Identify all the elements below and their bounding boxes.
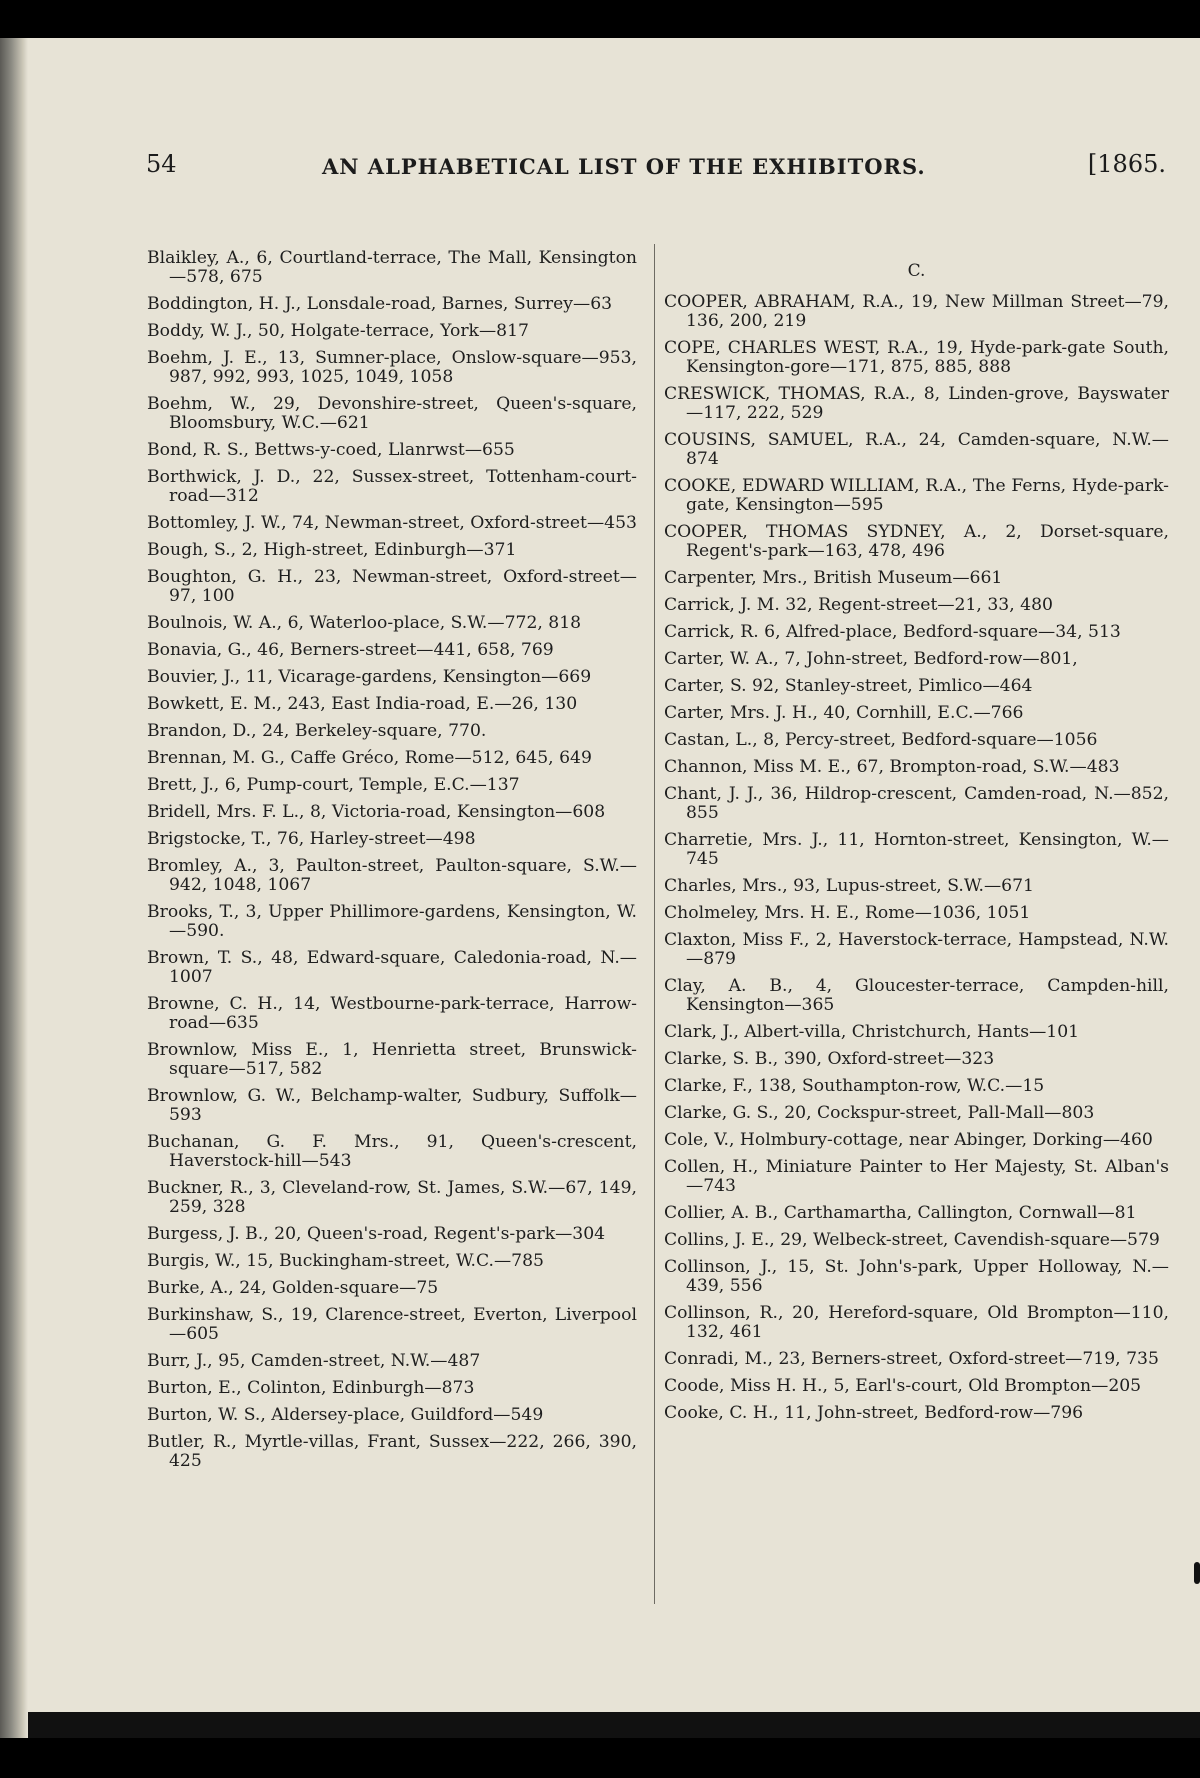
exhibitor-entry: Brownlow, Miss E., 1, Henrietta street, Brunswick-square—517, 582 [147, 1040, 637, 1079]
exhibitor-entry: Collinson, R., 20, Hereford-square, Old Brompton—110, 132, 461 [664, 1303, 1169, 1342]
exhibitor-entry: Brennan, M. G., Caffe Gréco, Rome—512, 645, 649 [147, 748, 592, 768]
exhibitor-entry: CRESWICK, THOMAS, R.A., 8, Linden-grove, Bayswater—117, 222, 529 [664, 384, 1169, 423]
exhibitor-entry: Bond, R. S., Bettws-y-coed, Llanrwst—655 [147, 440, 515, 460]
exhibitor-entry: Boughton, G. H., 23, Newman-street, Oxford-street—97, 100 [147, 567, 637, 606]
exhibitor-entry: Boddington, H. J., Lonsdale-road, Barnes, Surrey—63 [147, 294, 613, 314]
exhibitor-entry: Brooks, T., 3, Upper Phillimore-gardens, Kensington, W.—590. [147, 902, 637, 941]
exhibitor-entry: Carpenter, Mrs., British Museum—661 [664, 568, 1003, 588]
exhibitor-entry: Blaikley, A., 6, Courtland-terrace, The Mall, Kensington—578, 675 [147, 248, 637, 287]
exhibitor-entry: Carter, W. A., 7, John-street, Bedford-row—801, [664, 649, 1078, 669]
exhibitor-entry: Collins, J. E., 29, Welbeck-street, Cavendish-square—579 [664, 1230, 1160, 1250]
exhibitor-entry: Bowkett, E. M., 243, East India-road, E.—26, 130 [147, 694, 578, 714]
exhibitor-entry: Brownlow, G. W., Belchamp-walter, Sudbury, Suffolk—593 [147, 1086, 637, 1125]
exhibitor-entry: Castan, L., 8, Percy-street, Bedford-square—1056 [664, 730, 1098, 750]
exhibitor-entry: Conradi, M., 23, Berners-street, Oxford-street—719, 735 [664, 1349, 1159, 1369]
exhibitor-entry: Chant, J. J., 36, Hildrop-crescent, Camden-road, N.—852, 855 [664, 784, 1169, 823]
exhibitor-entry: Channon, Miss M. E., 67, Brompton-road, S.W.—483 [664, 757, 1120, 777]
exhibitor-entry: Burke, A., 24, Golden-square—75 [147, 1278, 439, 1298]
exhibitor-entry: Burton, W. S., Aldersey-place, Guildford—549 [147, 1405, 544, 1425]
exhibitor-entry: COOPER, THOMAS SYDNEY, A., 2, Dorset-square, Regent's-park—163, 478, 496 [664, 522, 1169, 561]
exhibitor-entry: Cholmeley, Mrs. H. E., Rome—1036, 1051 [664, 903, 1031, 923]
exhibitor-entry: Charretie, Mrs. J., 11, Hornton-street, Kensington, W.—745 [664, 830, 1169, 869]
exhibitor-entry: Clark, J., Albert-villa, Christchurch, Hants—101 [664, 1022, 1080, 1042]
exhibitor-entry: Claxton, Miss F., 2, Haverstock-terrace, Hampstead, N.W.—879 [664, 930, 1169, 969]
left-column [147, 249, 637, 1479]
exhibitor-entry: Bridell, Mrs. F. L., 8, Victoria-road, Kensington—608 [147, 802, 606, 822]
exhibitor-entry: Borthwick, J. D., 22, Sussex-street, Tottenham-court-road—312 [147, 467, 637, 506]
exhibitor-entry: Brigstocke, T., 76, Harley-street—498 [147, 829, 476, 849]
column-divider [654, 244, 655, 1604]
exhibitor-entry: Clarke, F., 138, Southampton-row, W.C.—15 [664, 1076, 1045, 1096]
exhibitor-entry: Clarke, G. S., 20, Cockspur-street, Pall-Mall—803 [664, 1103, 1095, 1123]
exhibitor-entry: Carter, Mrs. J. H., 40, Cornhill, E.C.—766 [664, 703, 1024, 723]
exhibitor-entry: Boehm, W., 29, Devonshire-street, Queen's-square, Bloomsbury, W.C.—621 [147, 394, 637, 433]
exhibitor-entry: Boehm, J. E., 13, Sumner-place, Onslow-square—953, 987, 992, 993, 1025, 1049, 1058 [147, 348, 637, 387]
page-title: AN ALPHABETICAL LIST OF THE EXHIBITORS. [322, 154, 926, 179]
exhibitor-entry: Buchanan, G. F. Mrs., 91, Queen's-crescent, Haverstock-hill—543 [147, 1132, 637, 1171]
exhibitor-entry: COUSINS, SAMUEL, R.A., 24, Camden-square, N.W.—874 [664, 430, 1169, 469]
exhibitor-entry: Burgis, W., 15, Buckingham-street, W.C.—785 [147, 1251, 544, 1271]
exhibitor-entry: COOKE, EDWARD WILLIAM, R.A., The Ferns, Hyde-park-gate, Kensington—595 [664, 476, 1169, 515]
exhibitor-entry: Brett, J., 6, Pump-court, Temple, E.C.—137 [147, 775, 520, 795]
exhibitor-entry: Burkinshaw, S., 19, Clarence-street, Everton, Liverpool—605 [147, 1305, 637, 1344]
exhibitor-entry: COOPER, ABRAHAM, R.A., 19, New Millman Street—79, 136, 200, 219 [664, 292, 1169, 331]
exhibitor-entry: Boddy, W. J., 50, Holgate-terrace, York—817 [147, 321, 529, 341]
exhibitor-entry: Boulnois, W. A., 6, Waterloo-place, S.W.—772, 818 [147, 613, 582, 633]
exhibitor-entry: Brandon, D., 24, Berkeley-square, 770. [147, 721, 487, 741]
exhibitor-entry: COPE, CHARLES WEST, R.A., 19, Hyde-park-gate South, Kensington-gore—171, 875, 885, 888 [664, 338, 1169, 377]
exhibitor-entry: Browne, C. H., 14, Westbourne-park-terrace, Harrow-road—635 [147, 994, 637, 1033]
exhibitor-entry: Burr, J., 95, Camden-street, N.W.—487 [147, 1351, 481, 1371]
exhibitor-entry: Coode, Miss H. H., 5, Earl's-court, Old Brompton—205 [664, 1376, 1142, 1396]
exhibitor-entry: Bough, S., 2, High-street, Edinburgh—371 [147, 540, 517, 560]
exhibitor-entry: Carter, S. 92, Stanley-street, Pimlico—464 [664, 676, 1033, 696]
exhibitor-entry: Collier, A. B., Carthamartha, Callington, Cornwall—81 [664, 1203, 1137, 1223]
exhibitor-entry: Carrick, R. 6, Alfred-place, Bedford-square—34, 513 [664, 622, 1121, 642]
page-number: 54 [146, 150, 177, 178]
exhibitor-entry: Buckner, R., 3, Cleveland-row, St. James, S.W.—67, 149, 259, 328 [147, 1178, 637, 1217]
exhibitor-entry: Butler, R., Myrtle-villas, Frant, Sussex—222, 266, 390, 425 [147, 1432, 637, 1471]
exhibitor-entry: Burgess, J. B., 20, Queen's-road, Regent's-park—304 [147, 1224, 606, 1244]
book-page [0, 38, 1200, 1738]
exhibitor-entry: Burton, E., Colinton, Edinburgh—873 [147, 1378, 475, 1398]
page-header [146, 150, 1166, 190]
exhibitor-entry: Clay, A. B., 4, Gloucester-terrace, Campden-hill, Kensington—365 [664, 976, 1169, 1015]
exhibitor-entry: Cole, V., Holmbury-cottage, near Abinger, Dorking—460 [664, 1130, 1153, 1150]
right-column [664, 262, 1169, 1431]
exhibitor-entry: Collinson, J., 15, St. John's-park, Upper Holloway, N.—439, 556 [664, 1257, 1169, 1296]
exhibitor-entry: Cooke, C. H., 11, John-street, Bedford-row—796 [664, 1403, 1084, 1423]
page-year: [1865. [1087, 150, 1166, 178]
exhibitor-entry: Bottomley, J. W., 74, Newman-street, Oxford-street—453 [147, 513, 637, 533]
exhibitor-entry: Bromley, A., 3, Paulton-street, Paulton-square, S.W.—942, 1048, 1067 [147, 856, 637, 895]
page-edge [0, 38, 28, 1738]
exhibitor-entry: Brown, T. S., 48, Edward-square, Caledonia-road, N.—1007 [147, 948, 637, 987]
exhibitor-entry: Clarke, S. B., 390, Oxford-street—323 [664, 1049, 995, 1069]
exhibitor-entry: Collen, H., Miniature Painter to Her Majesty, St. Alban's—743 [664, 1157, 1169, 1196]
bottom-strip [28, 1712, 1200, 1738]
section-label: C. [907, 261, 926, 281]
exhibitor-entry: Bonavia, G., 46, Berners-street—441, 658, 769 [147, 640, 554, 660]
page-edge-mark [1194, 1562, 1200, 1584]
exhibitor-entry: Bouvier, J., 11, Vicarage-gardens, Kensington—669 [147, 667, 592, 687]
exhibitor-entry: Carrick, J. M. 32, Regent-street—21, 33, 480 [664, 595, 1053, 615]
exhibitor-entry: Charles, Mrs., 93, Lupus-street, S.W.—671 [664, 876, 1034, 896]
